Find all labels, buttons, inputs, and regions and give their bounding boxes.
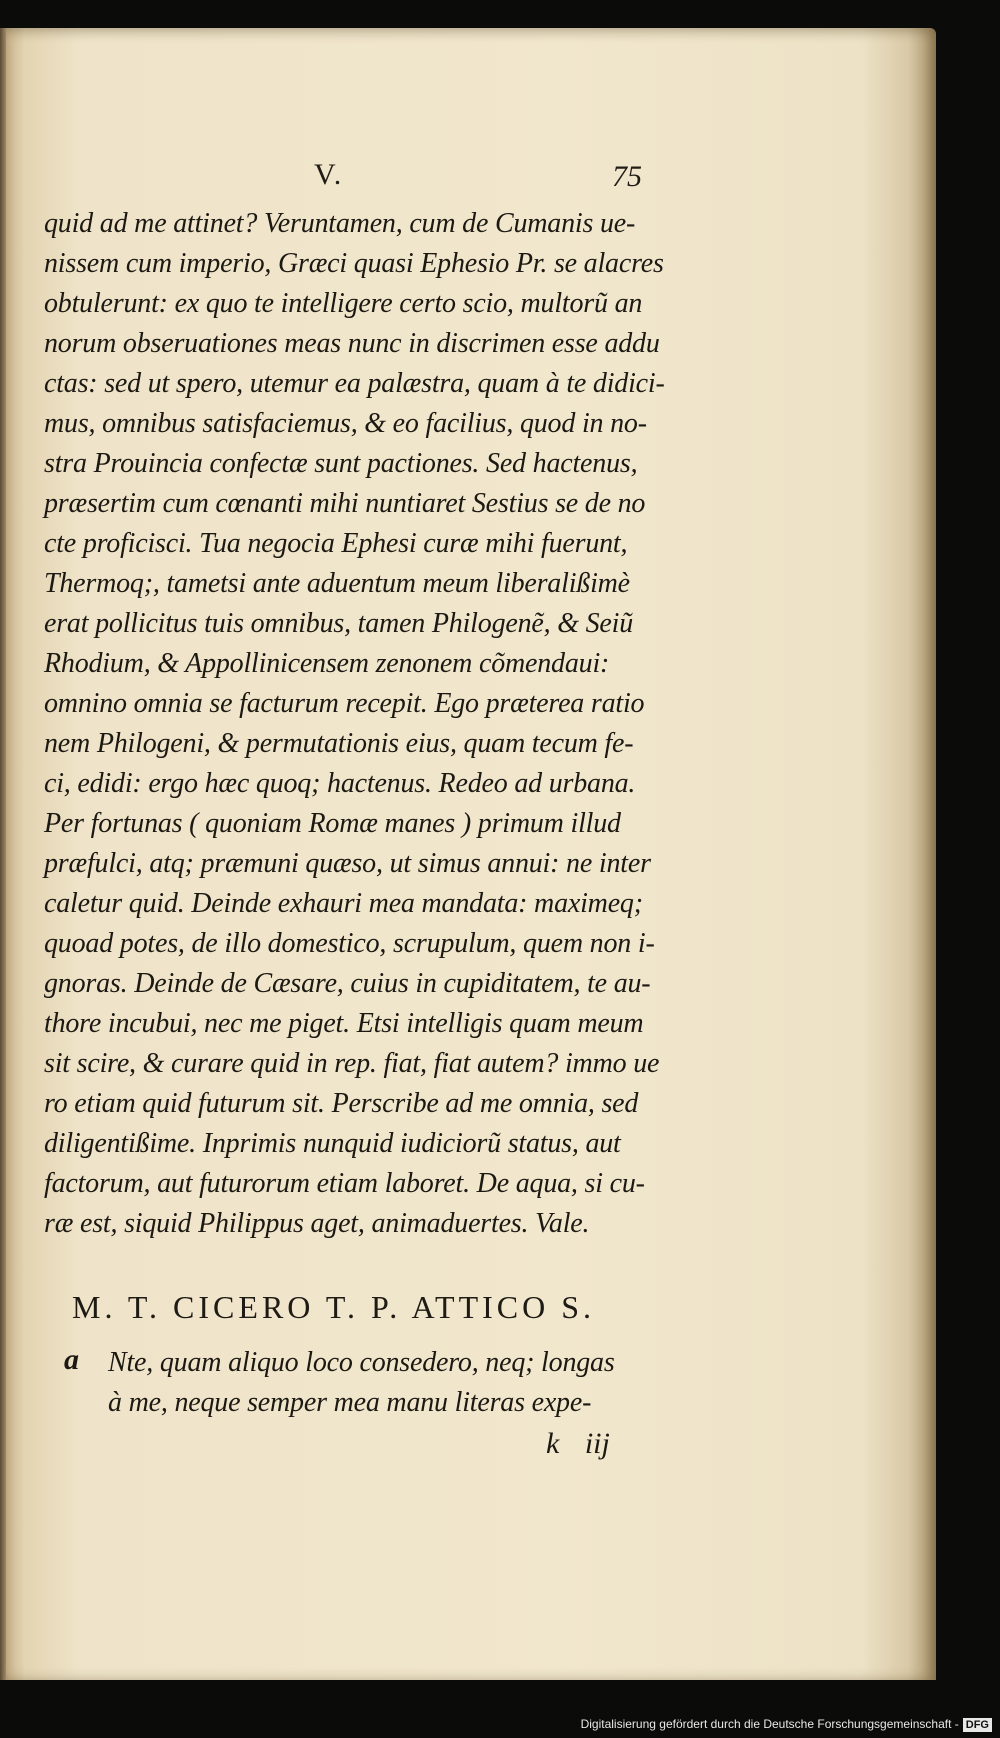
- text-line: sit scire, & curare quid in rep. fiat, fiat autem? immo ue: [44, 1048, 660, 1079]
- text-line: erat pollicitus tuis omnibus, tamen Philogenẽ, & Seiũ: [44, 608, 634, 639]
- credit-text: Digitalisierung gefördert durch die Deutsche Forschungsgemeinschaft -: [580, 1717, 959, 1731]
- text-line: nissem cum imperio, Græci quasi Ephesio Pr. se alacres: [44, 248, 664, 279]
- text-line: præfulci, atq; præmuni quæso, ut simus annui: ne inter: [44, 848, 651, 879]
- text-line: ci, edidi: ergo hæc quoq; hactenus. Redeo ad urbana.: [44, 768, 636, 799]
- text-line: à me, neque semper mea manu literas expe-: [108, 1387, 592, 1418]
- text-line: obtulerunt: ex quo te intelligere certo scio, multorũ an: [44, 288, 643, 319]
- text-line: mus, omnibus satisfaciemus, & eo facilius, quod in no-: [44, 408, 647, 439]
- text-line: gnoras. Deinde de Cæsare, cuius in cupiditatem, te au-: [44, 968, 651, 999]
- text-line: Nte, quam aliquo loco consedero, neq; longas: [108, 1347, 615, 1378]
- next-letter-opening: [60, 1343, 700, 1423]
- text-line: quoad potes, de illo domestico, scrupulum, quem non i-: [44, 928, 655, 959]
- text-line: cte proficisci. Tua negocia Ephesi curæ mihi fuerunt,: [44, 528, 628, 559]
- text-line: Per fortunas ( quoniam Romæ manes ) primum illud: [44, 808, 621, 839]
- text-line: ræ est, siquid Philippus aget, animaduertes. Vale.: [44, 1208, 590, 1239]
- text-line: Thermoq;, tametsi ante aduentum meum liberalißimè: [44, 568, 630, 599]
- letter-body: [44, 204, 684, 1244]
- running-head: [6, 158, 936, 202]
- text-line: diligentißime. Inprimis nunquid iudiciorũ status, aut: [44, 1128, 621, 1159]
- dfg-logo: DFG: [963, 1718, 992, 1732]
- text-line: Rhodium, & Appollinicensem zenonem cõmendaui:: [44, 648, 610, 679]
- digitization-credit: [581, 1714, 992, 1734]
- text-line: præsertim cum cœnanti mihi nuntiaret Sestius se de no: [44, 488, 646, 519]
- text-line: stra Prouincia confectæ sunt pactiones. Sed hactenus,: [44, 448, 638, 479]
- text-line: factorum, aut futurorum etiam laboret. De aqua, si cu-: [44, 1168, 645, 1199]
- text-line: caletur quid. Deinde exhauri mea mandata: maximeq;: [44, 888, 643, 919]
- text-line: thore incubui, nec me piget. Etsi intelligis quam meum: [44, 1008, 644, 1039]
- text-line: nem Philogeni, & permutationis eius, quam tecum fe-: [44, 728, 634, 759]
- text-line: omnino omnia se facturum recepit. Ego præterea ratio: [44, 688, 645, 719]
- page-number: 75: [612, 160, 642, 193]
- text-line: norum obseruationes meas nunc in discrimen esse addu: [44, 328, 660, 359]
- text-line: ctas: sed ut spero, utemur ea palæstra, quam à te didici-: [44, 368, 665, 399]
- text-line: ro etiam quid futurum sit. Perscribe ad me omnia, sed: [44, 1088, 639, 1119]
- signature-mark: k iij: [546, 1427, 610, 1460]
- book-page: [6, 28, 936, 1680]
- letter-heading: M. T. CICERO T. P. ATTICO S.: [72, 1289, 596, 1325]
- drop-initial: a: [64, 1343, 79, 1376]
- text-line: quid ad me attinet? Veruntamen, cum de Cumanis ue-: [44, 208, 636, 239]
- section-mark: V.: [314, 158, 344, 191]
